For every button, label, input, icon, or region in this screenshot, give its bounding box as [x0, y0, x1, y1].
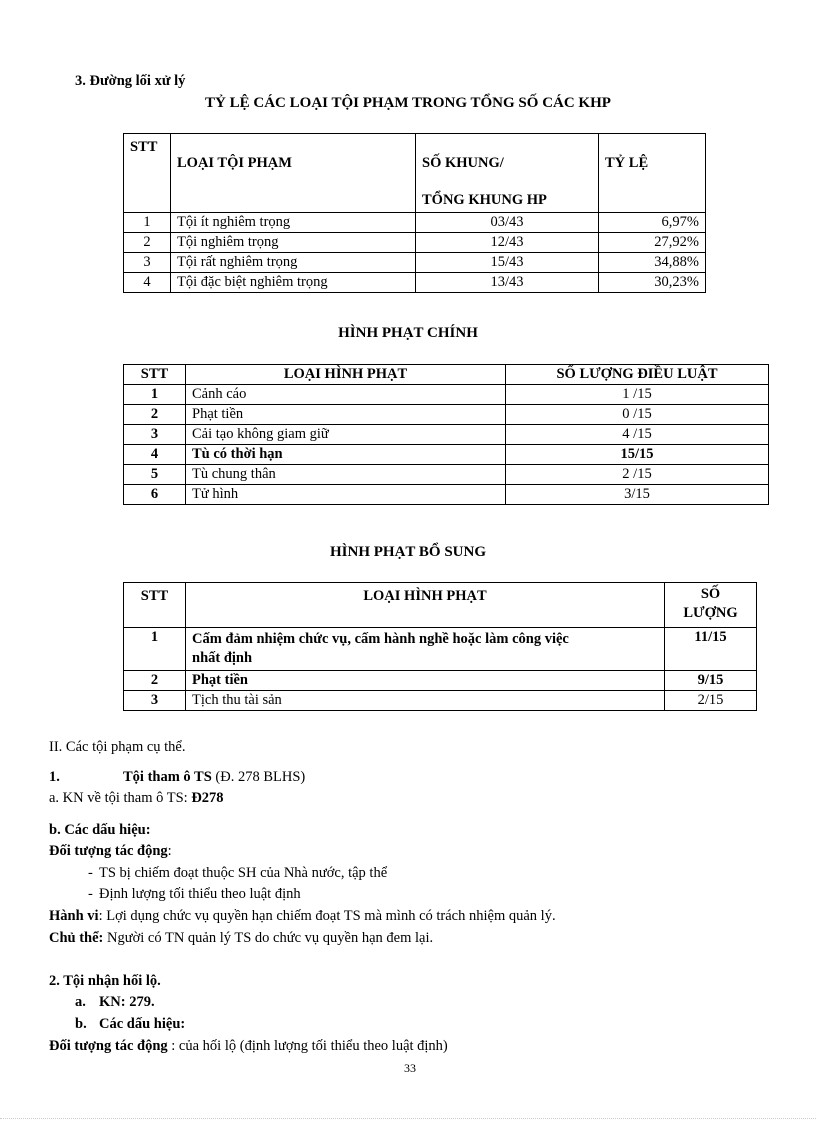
bullet-item-1: TS bị chiếm đoạt thuộc SH của Nhà nước, tập thể	[99, 865, 388, 881]
row-count: 3/15	[506, 485, 769, 505]
act-heading: Hành vi	[49, 908, 99, 924]
header-count-line1: SỐ	[700, 586, 721, 602]
row-frames: 15/43	[416, 253, 599, 273]
crime2-a-text: KN: 279.	[99, 994, 155, 1010]
row-frames: 03/43	[416, 213, 599, 233]
crime2-b-label: b.	[75, 1016, 87, 1032]
row-stt: 4	[124, 445, 186, 465]
row-stt: 1	[124, 628, 186, 671]
crime1-definition	[49, 790, 224, 807]
row-stt: 1	[124, 213, 171, 233]
row-count: 9/15	[665, 671, 757, 691]
table3-title: HÌNH PHẠT BỔ SUNG	[330, 544, 486, 560]
header-article-count: SỐ LƯỢNG ĐIỀU LUẬT	[506, 365, 769, 385]
header-penalty-type: LOẠI HÌNH PHẠT	[186, 583, 665, 628]
table-header-row	[124, 365, 769, 385]
crime1-title: Tội tham ô TS	[123, 769, 212, 785]
header-frames	[416, 134, 599, 213]
row-stt: 3	[124, 253, 171, 273]
row-ratio: 30,23%	[599, 273, 706, 293]
table-header-row	[124, 583, 757, 628]
row-penalty-type: Phạt tiền	[186, 671, 665, 691]
bullet-dash-icon: -	[88, 865, 93, 881]
table-row	[124, 445, 769, 465]
row-crime-type: Tội rất nghiêm trọng	[171, 253, 416, 273]
object-heading: Đối tượng tác động	[49, 843, 168, 859]
header-stt: STT	[124, 365, 186, 385]
crime2-heading: 2. Tội nhận hối lộ.	[49, 973, 161, 989]
crime1-kn-text: a. KN về tội tham ô TS:	[49, 790, 192, 806]
table-row	[124, 691, 757, 711]
row-count: 2/15	[665, 691, 757, 711]
table-row	[124, 628, 757, 671]
table-row	[124, 385, 769, 405]
row-ratio: 27,92%	[599, 233, 706, 253]
object2-text: : của hối lộ (định lượng tối thiểu theo luật định)	[167, 1038, 448, 1054]
row-penalty-type: Cảnh cáo	[186, 385, 506, 405]
object2-line	[49, 1038, 448, 1055]
act-line	[49, 908, 556, 925]
row-stt: 3	[124, 691, 186, 711]
row-frames: 13/43	[416, 273, 599, 293]
crime2-b-text: Các dấu hiệu:	[99, 1016, 186, 1032]
bullet-item-2: Định lượng tối thiểu theo luật định	[99, 886, 301, 902]
header-frames-line1: SỐ KHUNG/	[422, 155, 504, 171]
row-stt: 4	[124, 273, 171, 293]
row-stt: 2	[124, 233, 171, 253]
row-count: 15/15	[506, 445, 769, 465]
subject-text: Người có TN quản lý TS do chức vụ quyền hạn đem lại.	[103, 930, 434, 946]
row-penalty-type: Tù có thời hạn	[186, 445, 506, 465]
row-penalty-type: Phạt tiền	[186, 405, 506, 425]
table-row	[124, 671, 757, 691]
row-stt: 2	[124, 671, 186, 691]
bullet-dash-icon: -	[88, 886, 93, 902]
header-stt: STT	[124, 134, 171, 213]
row-stt: 3	[124, 425, 186, 445]
row-count: 11/15	[665, 628, 757, 671]
row-ratio: 34,88%	[599, 253, 706, 273]
table-row	[124, 425, 769, 445]
row-count: 4 /15	[506, 425, 769, 445]
section-heading: 3. Đường lối xử lý	[75, 73, 186, 89]
object2-heading: Đối tượng tác động	[49, 1038, 168, 1054]
row-ratio: 6,97%	[599, 213, 706, 233]
crime2-a-label: a.	[75, 994, 86, 1010]
subject-line	[49, 930, 433, 947]
row-count: 1 /15	[506, 385, 769, 405]
row-penalty-type: Tịch thu tài sản	[186, 691, 665, 711]
row-penalty-type: Tù chung thân	[186, 465, 506, 485]
additional-penalty-table	[123, 582, 757, 711]
table-row	[124, 233, 706, 253]
header-penalty-type: LOẠI HÌNH PHẠT	[186, 365, 506, 385]
table-row	[124, 485, 769, 505]
row-stt: 1	[124, 385, 186, 405]
signs-heading: b. Các dấu hiệu:	[49, 822, 151, 838]
table-row	[124, 253, 706, 273]
main-penalty-table	[123, 364, 769, 505]
table-row	[124, 213, 706, 233]
object-heading-line	[49, 843, 172, 860]
table1-title: TỶ LỆ CÁC LOẠI TỘI PHẠM TRONG TỔNG SỐ CÁC KHP	[205, 95, 611, 111]
row-crime-type: Tội ít nghiêm trọng	[171, 213, 416, 233]
table-header-row	[124, 134, 706, 213]
object-colon: :	[167, 843, 172, 859]
table-row	[124, 405, 769, 425]
header-frames-line2: TỔNG KHUNG HP	[422, 192, 547, 208]
row-count: 2 /15	[506, 465, 769, 485]
row-count: 0 /15	[506, 405, 769, 425]
row-penalty-type-line2: nhất định	[192, 650, 253, 666]
row-penalty-type	[186, 628, 665, 671]
table2-title: HÌNH PHẠT CHÍNH	[338, 325, 478, 341]
part-ii-heading: II. Các tội phạm cụ thể.	[49, 739, 186, 755]
row-penalty-type-line1: Cấm đảm nhiệm chức vụ, cấm hành nghề hoặc làm công việc	[192, 631, 569, 647]
row-crime-type: Tội nghiêm trọng	[171, 233, 416, 253]
header-stt: STT	[124, 583, 186, 628]
table-row	[124, 465, 769, 485]
table-row	[124, 273, 706, 293]
header-crime-type: LOẠI TỘI PHẠM	[171, 134, 416, 213]
crime1-kn-ref: Đ278	[191, 790, 224, 806]
page-number: 33	[404, 1061, 416, 1075]
subject-heading: Chủ thể:	[49, 930, 104, 946]
row-penalty-type: Tử hình	[186, 485, 506, 505]
crime1-number: 1.	[49, 769, 60, 785]
row-frames: 12/43	[416, 233, 599, 253]
crime-ratio-table	[123, 133, 706, 293]
row-crime-type: Tội đặc biệt nghiêm trọng	[171, 273, 416, 293]
row-stt: 5	[124, 465, 186, 485]
page-bottom-divider	[0, 1118, 816, 1119]
crime1-heading	[123, 769, 305, 786]
row-penalty-type: Cải tạo không giam giữ	[186, 425, 506, 445]
row-stt: 6	[124, 485, 186, 505]
act-text: : Lợi dụng chức vụ quyền hạn chiếm đoạt TS mà mình có trách nhiệm quản lý.	[98, 908, 556, 924]
header-count	[665, 583, 757, 628]
row-stt: 2	[124, 405, 186, 425]
header-ratio: TỶ LỆ	[599, 134, 706, 213]
crime1-ref: (Đ. 278 BLHS)	[211, 769, 306, 785]
header-count-line2: LƯỢNG	[683, 605, 738, 621]
